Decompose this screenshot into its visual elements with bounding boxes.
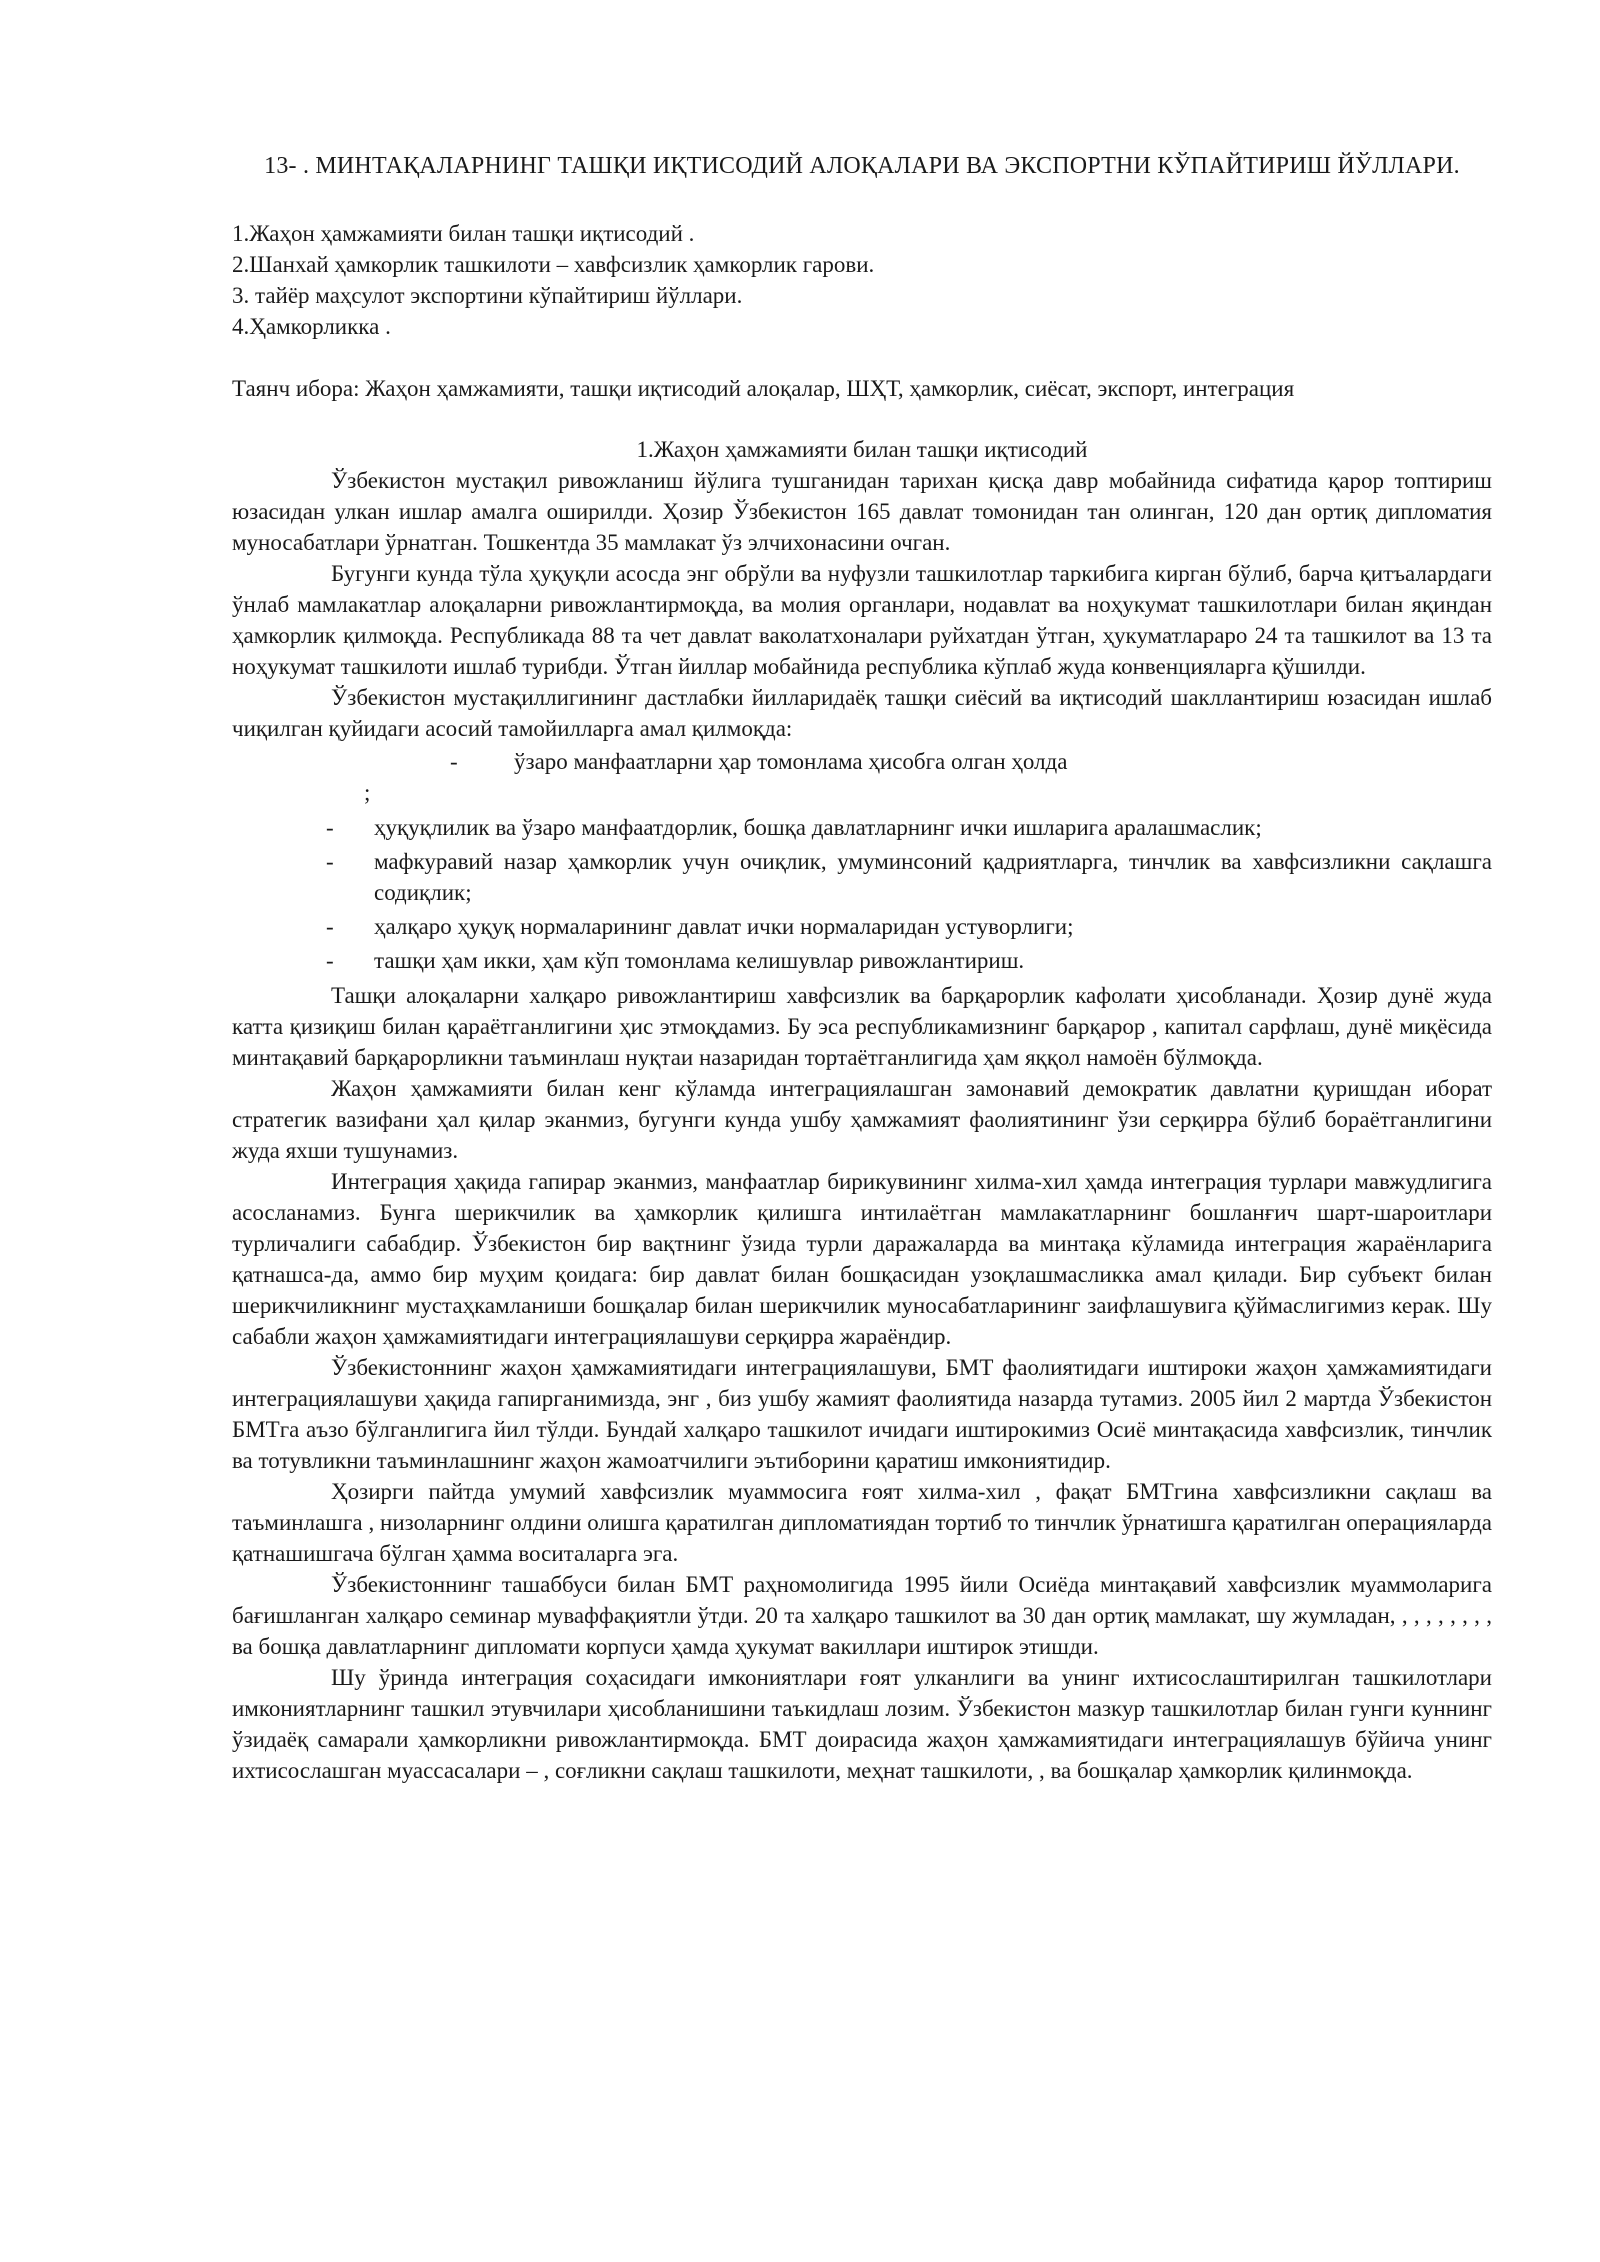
list-item-continuation: ; [364,780,371,805]
body-paragraph: Шу ўринда интеграция соҳасидаги имкониятлари ғоят улканлиги ва унинг ихтисослаштирилган ташкилотлари имкониятларнинг ташкил этувчилари ҳисобланишини таъкидлаш лозим. Ўзбекистон мазкур ташкилотлар билан гунги куннинг ўзидаёқ самарали ҳамкорликни ривожлантирмоқда. БМТ доирасида жаҳон ҳамжамиятидаги интеграциялашув бўйича унинг ихтисослашган муассасалари – , соғликни сақлаш ташкилоти, меҳнат ташкилоти, , ва бошқалар ҳамкорлик қилинмоқда. [232,1665,1492,1783]
body-paragraph: Бугунги кунда тўла ҳуқуқли асосда энг обрўли ва нуфузли ташкилотлар таркибига кирган бўлиб, барча қитъалардаги ўнлаб мамлакатлар алоқаларни ривожлантирмоқда, ва молия органлари, нодавлат ва ноҳукумат ташкилотлари билан яқиндан ҳамкорлик қилмоқда. Республикада 88 та чет давлат ваколатхоналари руйхатдан ўтган, ҳукуматлараро 24 та ташкилот ва 13 та ноҳукумат ташкилоти ишлаб турибди. Ўтган йиллар мобайнида республика кўплаб жуда конвенцияларга қўшилди. [232,561,1492,679]
list-item-text: ҳалқаро ҳуқуқ нормаларининг давлат ички нормаларидан устуворлиги; [374,914,1074,939]
body-paragraph: Ўзбекистон мустақиллигининг дастлабки йилларидаёқ ташқи сиёсий ва иқтисодий шакллантириш юзасидан ишлаб чиқилган қуйидаги асосий тамойилларга амал қилмоқда: [232,685,1492,741]
document-page [232,150,1492,1786]
list-item [232,746,1492,777]
topic-item: 4.Ҳамкорликка . [232,314,391,339]
body-paragraph: Ўзбекистоннинг жаҳон ҳамжамиятидаги интеграциялашуви, БМТ фаолиятидаги иштироки жаҳон ҳамжамиятидаги интеграциялашуви ҳақида гапирганимизда, энг , биз ушбу жамият фаолиятида назарда тутамиз. 2005 йил 2 мартда Ўзбекистон БМТга аъзо бўлганлигига йил тўлди. Бундай халқаро ташкилот ичидаги иштирокимиз Осиё минтақасида хавфсизлик, тинчлик ва тотувликни таъминлашнинг жаҳон жамоатчилиги эътиборини қаратиш имкониятидир. [232,1355,1492,1473]
dash-marker: - [450,749,458,774]
dash-marker: - [326,914,334,939]
body-paragraph: Интеграция ҳақида гапирар эканмиз, манфаатлар бирикувининг хилма-хил ҳамда интеграция турлари мавжудлигига асосланамиз. Бунга шерикчилик ва ҳамкорлик қилишга интилаётган мамлакатларнинг бошланғич шарт-шароитлари турличалиги сабабдир. Ўзбекистон бир вақтнинг ўзида турли даражаларда ва минтақа кўламида интеграция жараёнларига қатнашса-да, аммо бир муҳим қоидага: бир давлат билан бошқасидан узоқлашмасликка амал қилади. Бир субъект билан шерикчиликнинг мустаҳкамланиши бошқалар билан шерикчилик муносабатларининг заифлашувига қўймаслигимиз керак. Шу сабабли жаҳон ҳамжамиятидаги интеграциялашуви серқирра жараёндир. [232,1169,1492,1349]
body-paragraph: Ўзбекистоннинг ташаббуси билан БМТ раҳномолигида 1995 йили Осиёда минтақавий хавфсизлик муаммоларига бағишланган халқаро семинар муваффақиятли ўтди. 20 та халқаро ташкилот ва 30 дан ортиқ мамлакат, шу жумладан, , , , , , , , , ва бошқа давлатларнинг дипломати корпуси ҳамда ҳукумат вакиллари иштирок этишди. [232,1572,1492,1659]
topic-item: 1.Жаҳон ҳамжамияти билан ташқи иқтисодий . [232,221,695,246]
topic-item: 3. тайёр маҳсулот экспортини кўпайтириш йўллари. [232,283,743,308]
dash-marker: - [326,948,334,973]
list-item [232,846,1492,908]
list-item [232,911,1492,942]
list-item-text: мафкуравий назар ҳамкорлик учун очиқлик, умуминсоний қадриятларга, тинчлик ва хавфсизликни сақлашга содиқлик; [374,849,1492,905]
topic-item: 2.Шанхай ҳамкорлик ташкилоти – хавфсизлик ҳамкорлик гарови. [232,252,875,277]
keywords-line: Таянч ибора: Жаҳон ҳамжамияти, ташқи иқтисодий алоқалар, ШҲТ, ҳамкорлик, сиёсат, экспорт, интеграция [232,376,1295,401]
dash-marker: - [326,815,334,840]
page-title: 13- . МИНТАҚАЛАРНИНГ ТАШҚИ ИҚТИСОДИЙ АЛОҚАЛАРИ ВА ЭКСПОРТНИ КЎПАЙТИРИШ ЙЎЛЛАРИ. [264,153,1460,179]
body-paragraph: Ташқи алоқаларни халқаро ривожлантириш хавфсизлик ва барқарорлик кафолати ҳисобланади. Ҳозир дунё жуда катта қизиқиш билан қараётганлигини ҳис этмоқдамиз. Бу эса республикамизнинг барқарор , капитал сарфлаш, дунё миқёсида минтақавий барқарорликни таъминлаш нуқтаи назаридан тортаётганлигида ҳам яққол намоён бўлмоқда. [232,983,1492,1070]
body-paragraph: Жаҳон ҳамжамияти билан кенг кўламда интеграциялашган замонавий демократик давлатни қуришдан иборат стратегик вазифани ҳал қилар эканмиз, бугунги кунда ушбу ҳамжамият фаолиятининг ўзи серқирра бўлиб бораётганлигини жуда яхши тушунамиз. [232,1076,1492,1163]
topic-list [232,218,1492,342]
list-item-text: ўзаро манфаатларни ҳар томонлама ҳисобга олган ҳолда [514,749,1068,774]
list-item-text: ҳуқуқлилик ва ўзаро манфаатдорлик, бошқа давлатларнинг ички ишларига аралашмаслик; [374,815,1262,840]
list-item [232,945,1492,976]
body-paragraph: Ўзбекистон мустақил ривожланиш йўлига тушганидан тарихан қисқа давр мобайнида сифатида қарор топтириш юзасидан улкан ишлар амалга оширилди. Ҳозир Ўзбекистон 165 давлат томонидан тан олинган, 120 дан ортиқ дипломатия муносабатлари ўрнатган. Тошкентда 35 мамлакат ўз элчихонасини очган. [232,468,1492,555]
list-item-text: ташқи ҳам икки, ҳам кўп томонлама келишувлар ривожлантириш. [374,948,1025,973]
body-paragraph: Ҳозирги пайтда умумий хавфсизлик муаммосига ғоят хилма-хил , фақат БМТгина хавфсизликни сақлаш ва таъминлашга , низоларнинг олдини олишга қаратилган дипломатиядан тортиб то тинчлик ўрнатишга қаратилган операцияларда қатнашишгача бўлган ҳамма воситаларга эга. [232,1479,1492,1566]
list-item [232,812,1492,843]
dash-marker: - [326,849,334,874]
principles-list [232,812,1492,976]
section-heading: 1.Жаҳон ҳамжамияти билан ташқи иқтисодий [636,437,1088,462]
